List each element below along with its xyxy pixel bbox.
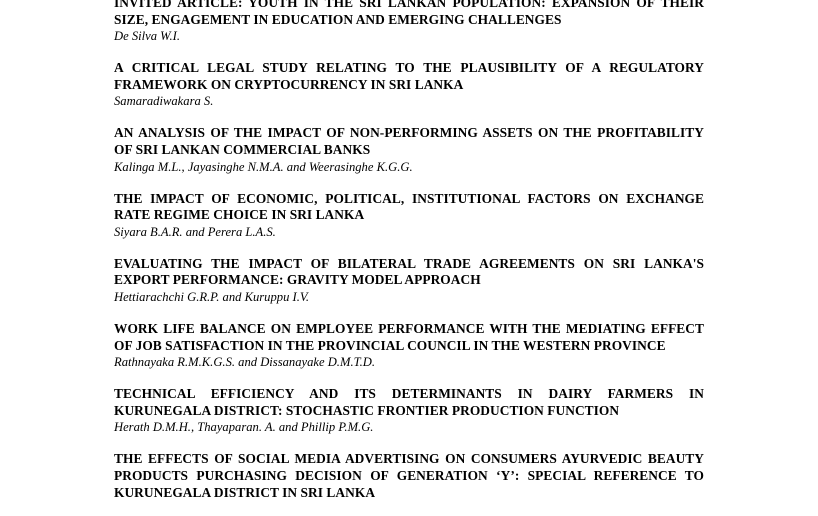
article-title: INVITED ARTICLE: YOUTH IN THE SRI LANKAN POPULATION: EXPANSION OF THEIR SIZE, ENGAGEMENT IN EDUCATION AND EMERGING CHALLENGES [114,0,704,27]
article-title: THE IMPACT OF ECONOMIC, POLITICAL, INSTITUTIONAL FACTORS ON EXCHANGE RATE REGIME CHOICE IN SRI LANKA [114,190,704,223]
article-authors: Rathnayaka R.M.K.G.S. and Dissanayake D.M.T.D. [114,355,376,370]
toc-entry [114,321,704,370]
article-title: TECHNICAL EFFICIENCY AND ITS DETERMINANTS IN DAIRY FARMERS IN KURUNEGALA DISTRICT: STOCHASTIC FRONTIER PRODUCTION FUNCTION [114,386,704,418]
article-title: A CRITICAL LEGAL STUDY RELATING TO THE PLAUSIBILITY OF A REGULATORY FRAMEWORK ON CRYPTOCURRENCY IN SRI LANKA [114,60,704,92]
toc-entry [114,0,704,44]
toc-entry [114,386,704,435]
article-title: EVALUATING THE IMPACT OF BILATERAL TRADE AGREEMENTS ON SRI LANKA'S EXPORT PERFORMANCE: GRAVITY MODEL APPROACH [114,255,704,288]
toc-entry [114,60,704,109]
toc-entry [114,191,704,240]
article-authors: Herath D.M.H., Thayaparan. A. and Phillip P.M.G. [114,420,374,435]
article-authors: Siyara B.A.R. and Perera L.A.S. [114,224,276,239]
article-authors: Samaradiwakara S. [114,94,214,109]
article-authors: Hettiarachchi G.R.P. and Kuruppu I.V. [114,289,310,304]
toc-entry [114,451,704,501]
toc-entry [114,125,704,174]
toc-entry [114,256,704,305]
article-authors: De Silva W.I. [114,29,180,44]
article-title: THE EFFECTS OF SOCIAL MEDIA ADVERTISING ON CONSUMERS AYURVEDIC BEAUTY PRODUCTS PURCHASING DECISION OF GENERATION ‘Y’: SPECIAL REFERENCE TO KURUNEGALA DISTRICT IN SRI LANKA [114,451,704,500]
article-authors: Kalinga M.L., Jayasinghe N.M.A. and Weerasinghe K.G.G. [114,159,413,174]
table-of-contents [114,0,704,516]
article-title: AN ANALYSIS OF THE IMPACT OF NON-PERFORMING ASSETS ON THE PROFITABILITY OF SRI LANKAN COMMERCIAL BANKS [114,125,704,157]
article-title: WORK LIFE BALANCE ON EMPLOYEE PERFORMANCE WITH THE MEDIATING EFFECT OF JOB SATISFACTION IN THE PROVINCIAL COUNCIL IN THE WESTERN PROVINCE [114,320,704,353]
